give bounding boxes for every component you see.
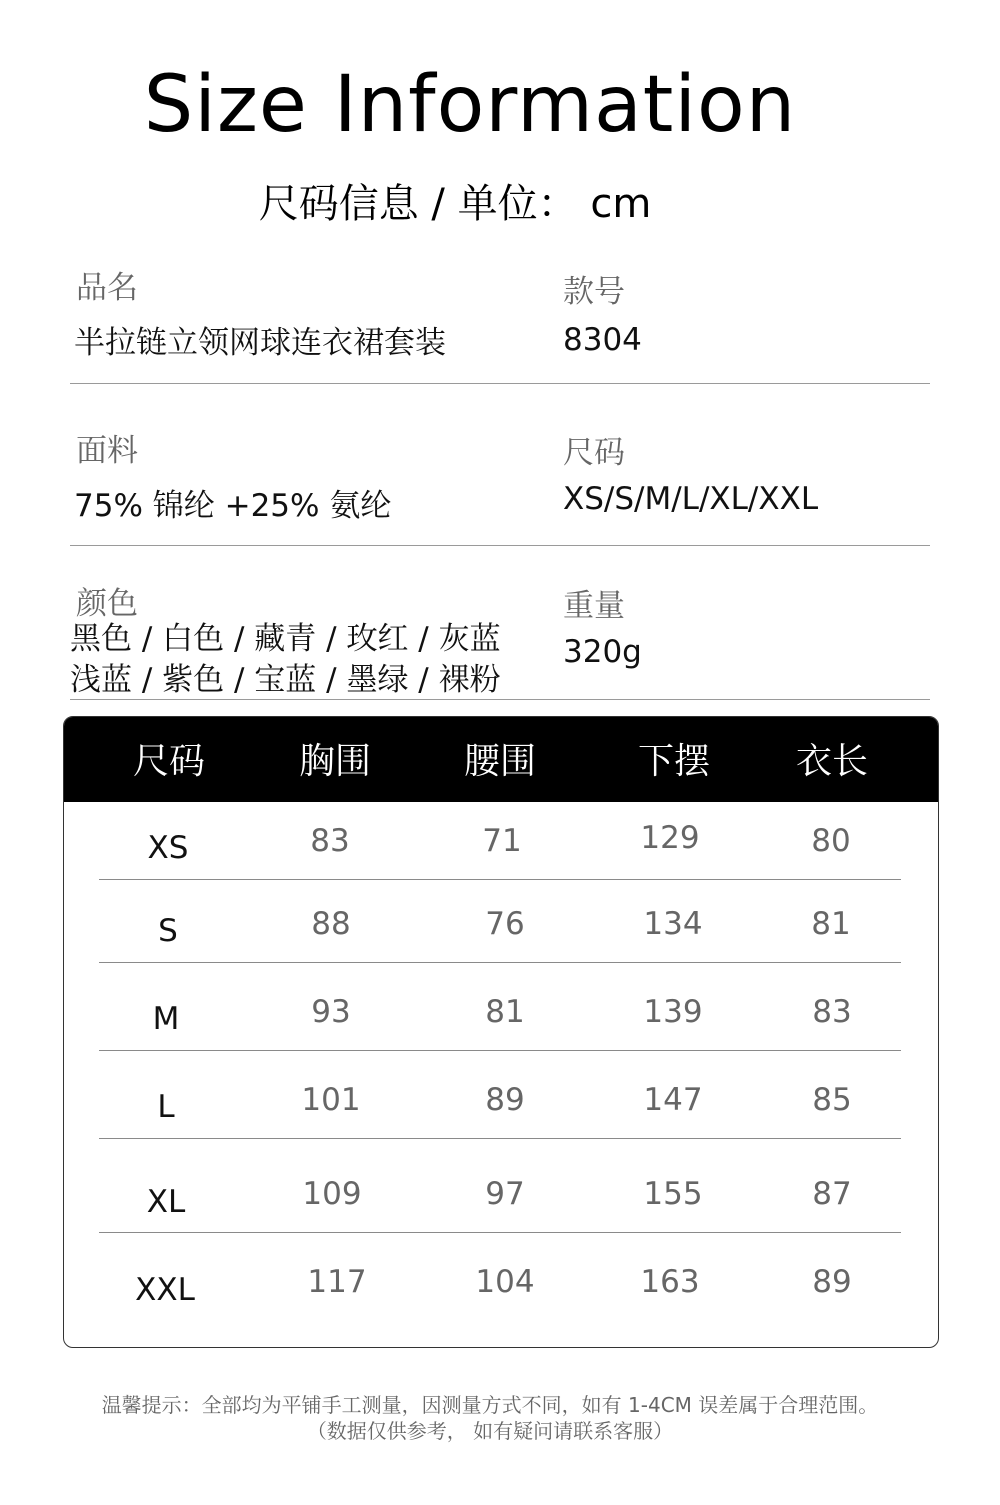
cell-size: XL [146,1184,186,1220]
header-length: 衣长 [795,741,868,782]
cell-waist: 104 [475,1264,535,1300]
product-name-value: 半拉链立领网球连衣裙套装 [74,325,446,361]
cell-size: XXL [135,1272,195,1308]
divider [70,699,930,700]
fabric-label: 面料 [76,433,138,469]
header-waist: 腰围 [463,741,536,782]
cell-size: L [157,1089,175,1125]
product-name-label: 品名 [76,270,138,306]
page-subtitle: 尺码信息 / 单位： cm [258,181,652,227]
row-divider [99,1232,901,1233]
sizes-value: XS/S/M/L/XL/XXL [563,481,819,517]
cell-length: 80 [811,823,851,859]
footer-disclaimer: （数据仅供参考， 如有疑问请联系客服） [306,1419,674,1443]
cell-hem: 163 [640,1264,700,1300]
cell-size: M [152,1001,180,1037]
cell-chest: 88 [311,906,351,942]
cell-chest: 101 [301,1082,361,1118]
cell-length: 89 [812,1264,852,1300]
cell-chest: 117 [307,1264,367,1300]
cell-chest: 83 [310,823,350,859]
weight-label: 重量 [563,588,625,624]
cell-hem: 155 [643,1176,703,1212]
cell-hem: 147 [643,1082,703,1118]
cell-size: XS [147,830,189,866]
cell-hem: 134 [643,906,703,942]
cell-length: 85 [812,1082,852,1118]
header-chest: 胸围 [298,741,371,782]
color-line-1: 黑色 / 白色 / 藏青 / 玫红 / 灰蓝 [70,621,501,657]
cell-waist: 81 [485,994,525,1030]
style-code-label: 款号 [563,274,625,310]
color-values [70,619,501,701]
style-code-value: 8304 [563,322,642,358]
cell-waist: 97 [485,1176,525,1212]
cell-waist: 76 [485,906,525,942]
cell-length: 87 [812,1176,852,1212]
cell-hem: 139 [643,994,703,1030]
row-divider [99,879,901,880]
header-size: 尺码 [132,741,205,782]
sizes-label: 尺码 [563,435,625,471]
divider [70,383,930,384]
divider [70,545,930,546]
row-divider [99,962,901,963]
table-header [64,717,938,802]
fabric-value: 75% 锦纶 +25% 氨纶 [74,488,392,524]
cell-size: S [158,913,178,949]
header-hem: 下摆 [637,741,710,782]
size-table [63,716,939,1348]
cell-hem: 129 [640,820,700,856]
color-line-2: 浅蓝 / 紫色 / 宝蓝 / 墨绿 / 裸粉 [70,662,501,698]
weight-value: 320g [563,634,642,670]
cell-waist: 89 [485,1082,525,1118]
color-label: 颜色 [76,586,138,622]
page-title: Size Information [143,60,797,150]
row-divider [99,1050,901,1051]
footer-note: 温馨提示：全部均为平铺手工测量，因测量方式不同，如有 1-4CM 误差属于合理范围。 [101,1393,879,1417]
cell-chest: 109 [302,1176,362,1212]
cell-length: 83 [812,994,852,1030]
cell-chest: 93 [311,994,351,1030]
cell-waist: 71 [482,823,522,859]
row-divider [99,1138,901,1139]
cell-length: 81 [811,906,851,942]
